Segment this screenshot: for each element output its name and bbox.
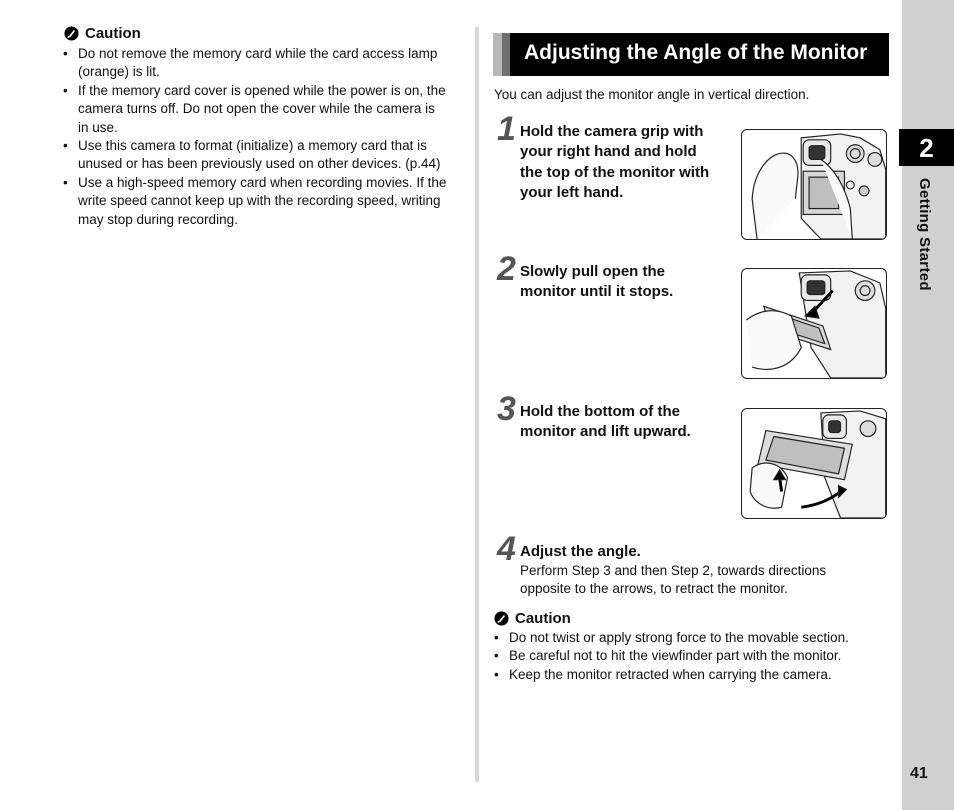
list-item (63, 45, 463, 82)
text-line: opposite to the arrows, to retract the monitor. (520, 581, 788, 597)
monitor-pull-illustration (741, 268, 887, 379)
right-caution-heading (494, 610, 571, 627)
step-number: 3 (497, 390, 516, 428)
title-accent (493, 33, 502, 76)
text-line: your right hand and hold (520, 143, 697, 161)
caution-title: Caution (85, 25, 141, 42)
caution-title: Caution (515, 610, 571, 627)
text-line: Perform Step 3 and then Step 2, towards directions (520, 563, 827, 578)
right-caution-list (494, 629, 894, 684)
section-intro: You can adjust the monitor angle in vertical direction. (494, 87, 810, 102)
text-line: the top of the monitor with (520, 163, 710, 181)
step-number: 2 (497, 250, 516, 288)
camera-grip-illustration (741, 129, 887, 240)
caution-icon (64, 26, 79, 41)
text-line: write speed cannot keep up with the recording speed, writing (78, 193, 441, 209)
list-item: • Keep the monitor retracted when carrying the camera. (494, 666, 894, 684)
list-item (63, 82, 463, 137)
list-item (63, 137, 463, 174)
left-caution-heading (64, 25, 141, 42)
text-line: (orange) is lit. (78, 64, 160, 80)
list-item: • Be careful not to hit the viewfinder part with the monitor. (494, 647, 894, 665)
text-line: your left hand. (520, 184, 624, 202)
section-title-bar (493, 33, 889, 76)
title-accent (502, 33, 510, 76)
text-line: • Use a high-speed memory card when recording movies. If the (78, 174, 447, 190)
page-number: 41 (910, 765, 928, 782)
step-number: 1 (497, 110, 516, 148)
text-line: Hold the camera grip with (520, 123, 704, 140)
chapter-number: 2 (919, 133, 934, 163)
text-line: monitor until it stops. (520, 283, 674, 301)
text-line: monitor and lift upward. (520, 423, 691, 441)
step-3-text (520, 402, 735, 443)
text-line: camera turns off. Do not open the cover while the camera is (78, 101, 435, 117)
caution-icon (494, 611, 509, 626)
text-line: unused or has been previously used on other devices. (p.44) (78, 156, 441, 172)
text-line: in use. (78, 119, 118, 135)
step-4-text: Adjust the angle. (520, 543, 641, 560)
list-item: • Do not twist or apply strong force to the movable section. (494, 629, 894, 647)
text-line: • Do not remove the memory card while the card access lamp (78, 46, 438, 61)
step-2-text (520, 262, 735, 303)
list-item (63, 174, 463, 229)
left-caution-list (63, 45, 463, 229)
chapter-side-tab (902, 0, 954, 810)
section-title: Adjusting the Angle of the Monitor (524, 41, 868, 64)
step-1-text (520, 122, 735, 204)
text-line: Slowly pull open the (520, 263, 666, 280)
chapter-label: Getting Started (916, 178, 933, 291)
step-number: 4 (497, 530, 516, 568)
text-line: Hold the bottom of the (520, 403, 680, 420)
chapter-box (899, 129, 954, 166)
column-divider (475, 27, 479, 782)
step-4-detail (520, 562, 890, 599)
text-line: • Use this camera to format (initialize) a memory card that is (78, 138, 427, 154)
text-line: • If the memory card cover is opened while the power is on, the (78, 82, 446, 98)
text-line: may stop during recording. (78, 211, 238, 227)
monitor-lift-illustration (741, 408, 887, 519)
